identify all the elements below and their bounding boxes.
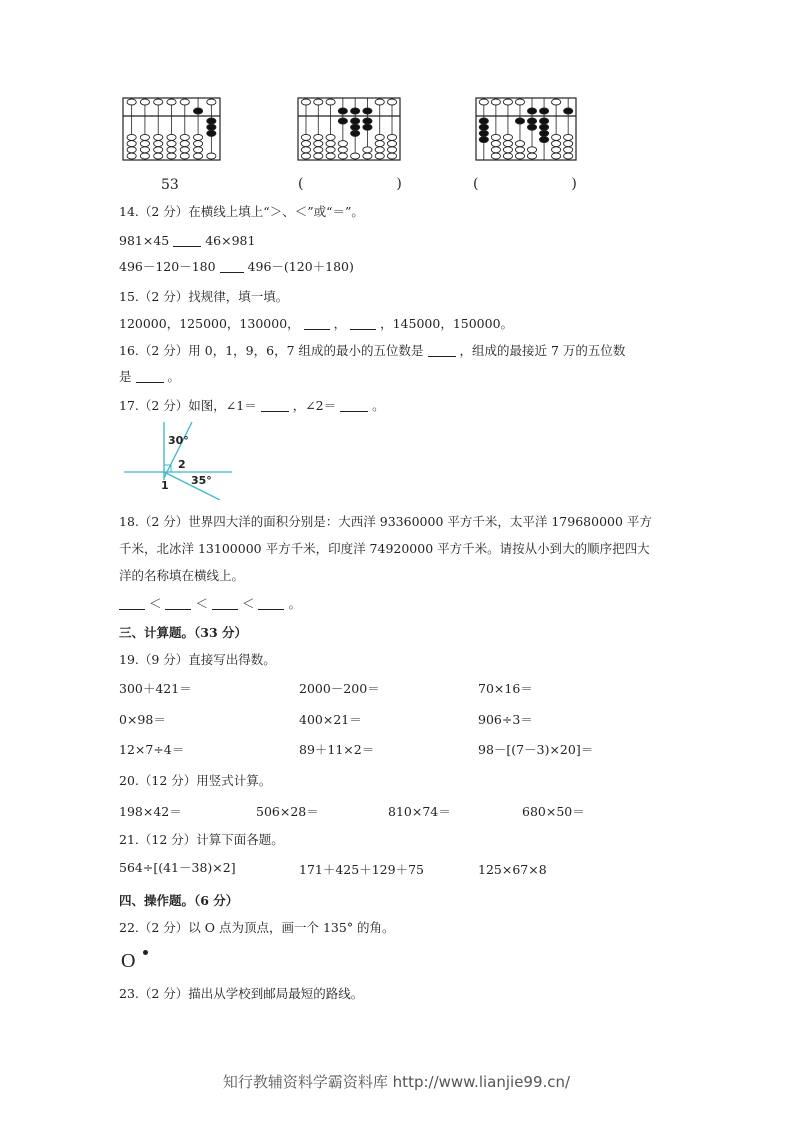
abacus-bead: [491, 141, 500, 147]
paren-open: (: [298, 176, 304, 192]
abacus-bead: [539, 137, 548, 143]
abacus-bead: [491, 99, 500, 105]
q15-blank-2[interactable]: [350, 317, 376, 330]
abacus-bead: [193, 153, 202, 159]
q19-item: 2000－200＝: [299, 681, 380, 696]
abacus-bead: [552, 153, 561, 159]
abacus-bead: [375, 141, 384, 147]
abacus-bead: [564, 141, 573, 147]
abacus-bead: [552, 147, 561, 153]
abacus-bead: [207, 99, 216, 105]
abacus-bead: [387, 99, 396, 105]
abacus-bead: [351, 130, 360, 136]
abacus-bead: [127, 153, 136, 159]
abacus-bead: [180, 134, 189, 140]
abacus-bead: [301, 134, 310, 140]
q17-blank-1[interactable]: [261, 399, 289, 412]
abacus-bead: [564, 134, 573, 140]
q18-blank-2[interactable]: [165, 597, 191, 610]
abacus-bead: [301, 99, 310, 105]
abacus-bead: [167, 147, 176, 153]
abacus-bead: [552, 134, 561, 140]
abacus-bead: [127, 141, 136, 147]
abacus-bead: [127, 99, 136, 105]
abacus-bead: [527, 108, 536, 114]
abacus-bead: [338, 153, 347, 159]
q19-item: 906÷3＝: [478, 712, 533, 727]
abacus-bead: [564, 147, 573, 153]
label-30: 30°: [168, 434, 189, 447]
abacus-bead: [338, 118, 347, 124]
abacus-bead: [375, 134, 384, 140]
abacus-2: [298, 98, 400, 160]
abacus-bead: [207, 124, 216, 130]
abacus-bead: [363, 153, 372, 159]
abacus-bead: [207, 153, 216, 159]
abacus-bead: [326, 141, 335, 147]
abacus-bead: [154, 134, 163, 140]
abacus-bead: [491, 147, 500, 153]
q20-title: 20.（12 分）用竖式计算。: [119, 773, 272, 788]
abacus-bead: [527, 147, 536, 153]
q20-item: 680×50＝: [522, 804, 585, 819]
abacus-bead: [479, 124, 488, 130]
q16-line2: [119, 369, 180, 385]
q14-a-right: 46×981: [205, 233, 256, 248]
abacus-bead: [140, 147, 149, 153]
abacus-bead: [351, 124, 360, 130]
q17-title: [119, 398, 385, 414]
abacus-bead: [314, 147, 323, 153]
abacus-bead: [363, 108, 372, 114]
abacus-bead: [193, 108, 202, 114]
abacus-bead: [351, 153, 360, 159]
abacus-figures: [118, 94, 588, 170]
q15-seq: [119, 316, 513, 332]
label-2: 2: [178, 458, 186, 471]
q17-text-1: 17.（2 分）如图，∠1＝: [119, 398, 257, 413]
abacus-bead: [351, 118, 360, 124]
q14-b: [119, 259, 354, 275]
q20-item: 810×74＝: [388, 804, 451, 819]
abacus-bead: [193, 147, 202, 153]
abacus-bead: [503, 141, 512, 147]
abacus-bead: [503, 153, 512, 159]
abacus-bead: [479, 130, 488, 136]
abacus-2-answer[interactable]: [298, 176, 402, 192]
q21-item: 171＋425＋129＋75: [299, 862, 424, 877]
abacus-bead: [503, 147, 512, 153]
q16-text-4: 。: [167, 369, 180, 384]
q18-blank-4[interactable]: [258, 597, 284, 610]
abacus-bead: [552, 141, 561, 147]
abacus-bead: [326, 134, 335, 140]
vertex-o-dot[interactable]: [143, 950, 148, 955]
abacus-bead: [375, 147, 384, 153]
q16-blank-1[interactable]: [428, 344, 456, 357]
q17-text-3: 。: [372, 398, 385, 413]
abacus-bead: [154, 147, 163, 153]
abacus-bead: [207, 118, 216, 124]
abacus-bead: [154, 141, 163, 147]
abacus-bead: [207, 130, 216, 136]
q20-item: 198×42＝: [119, 804, 182, 819]
lt-sign: ＜: [148, 596, 162, 611]
abacus-bead: [301, 147, 310, 153]
q16-text-2: ，组成的最接近 7 万的五位数: [459, 343, 626, 358]
q18-answer: [119, 596, 301, 612]
abacus-bead: [167, 99, 176, 105]
abacus-bead: [387, 147, 396, 153]
q16-text-3: 是: [119, 369, 132, 384]
q17-text-2: ，∠2＝: [292, 398, 337, 413]
abacus-bead: [363, 124, 372, 130]
abacus-bead: [338, 108, 347, 114]
abacus-bead: [387, 141, 396, 147]
abacus-bead: [363, 118, 372, 124]
q18-blank-3[interactable]: [212, 597, 238, 610]
abacus-bead: [527, 124, 536, 130]
abacus-bead: [180, 153, 189, 159]
q14-b-right: 496－(120＋180): [247, 259, 354, 274]
abacus-bead: [167, 153, 176, 159]
q14-b-blank[interactable]: [220, 260, 244, 273]
q21-item: 564÷[(41－38)×2]: [119, 860, 236, 875]
abacus-bead: [479, 99, 488, 105]
abacus-bead: [314, 153, 323, 159]
q18-line3: 洋的名称填在横线上。: [119, 568, 245, 583]
q19-item: 70×16＝: [478, 681, 533, 696]
q23-title: 23.（2 分）描出从学校到邮局最短的路线。: [119, 986, 364, 1001]
abacus-bead: [338, 141, 347, 147]
abacus-bead: [326, 153, 335, 159]
q19-item: 12×7÷4＝: [119, 742, 185, 757]
abacus-bead: [326, 99, 335, 105]
abacus-bead: [491, 134, 500, 140]
abacus-bead: [301, 153, 310, 159]
abacus-3-answer[interactable]: [473, 176, 577, 192]
abacus-bead: [491, 153, 500, 159]
abacus-bead: [140, 153, 149, 159]
abacus-bead: [154, 153, 163, 159]
footer-watermark: 知行教辅资料学霸资料库 http://www.lianjie99.cn/: [222, 1073, 571, 1091]
abacus-bead: [180, 141, 189, 147]
abacus-bead: [564, 108, 573, 114]
abacus-bead: [351, 108, 360, 114]
abacus-3: [476, 98, 576, 160]
abacus-bead: [314, 134, 323, 140]
abacus-bead: [180, 99, 189, 105]
abacus-bead: [301, 141, 310, 147]
abacus-bead: [127, 147, 136, 153]
q18-line2: 千米，北冰洋 13100000 平方千米，印度洋 74920000 平方千米。请按从小到大的顺序把四大: [119, 541, 650, 556]
abacus-bead: [539, 118, 548, 124]
q19-item: 400×21＝: [299, 712, 362, 727]
q14-a-blank[interactable]: [173, 234, 201, 247]
q21-item: 125×67×8: [478, 862, 547, 877]
q21-title: 21.（12 分）计算下面各题。: [119, 832, 284, 847]
q15-sep: ，: [333, 316, 347, 331]
lt-sign: ＜: [241, 596, 255, 611]
abacus-bead: [314, 141, 323, 147]
abacus-bead: [167, 141, 176, 147]
abacus-bead: [539, 108, 548, 114]
abacus-bead: [140, 141, 149, 147]
abacus-bead: [515, 118, 524, 124]
abacus-bead: [154, 99, 163, 105]
abacus-bead: [375, 153, 384, 159]
abacus-bead: [338, 147, 347, 153]
lt-sign: ＜: [195, 596, 208, 611]
abacus-1-label: 53: [161, 177, 179, 193]
q19-title: 19.（9 分）直接写出得数。: [119, 652, 276, 667]
q16-line1: [119, 343, 625, 359]
abacus-bead: [140, 134, 149, 140]
q18-end: 。: [288, 596, 301, 611]
abacus-bead: [515, 141, 524, 147]
abacus-bead: [527, 118, 536, 124]
section-4-heading: 四、操作题。（6 分）: [119, 893, 239, 908]
q15-seq-end: ，145000，150000。: [380, 316, 514, 331]
label-35: 35°: [191, 474, 212, 487]
abacus-bead: [552, 99, 561, 105]
abacus-bead: [167, 134, 176, 140]
abacus-bead: [515, 153, 524, 159]
abacus-bead: [387, 153, 396, 159]
q14-b-left: 496－120－180: [119, 259, 216, 274]
q17-blank-2[interactable]: [340, 399, 368, 412]
angle-figure: [120, 420, 240, 500]
abacus-bead: [564, 153, 573, 159]
abacus-bead: [180, 147, 189, 153]
q22-title: 22.（2 分）以 O 点为顶点，画一个 135° 的角。: [119, 920, 395, 935]
vertex-o-label: O: [121, 950, 136, 972]
paren-close: ): [396, 176, 402, 192]
q14-title: 14.（2 分）在横线上填上“＞、＜”或“＝”。: [119, 204, 364, 219]
abacus-bead: [527, 153, 536, 159]
q18-line1: 18.（2 分）世界四大洋的面积分别是：大西洋 93360000 平方千米，太平洋 179680000 平方: [119, 514, 652, 529]
q15-seq-start: 120000，125000，130000，: [119, 316, 300, 331]
abacus-bead: [503, 99, 512, 105]
abacus-bead: [314, 99, 323, 105]
q19-item: 300＋421＝: [119, 681, 192, 696]
abacus-bead: [326, 147, 335, 153]
paren-open: (: [473, 176, 479, 192]
abacus-bead: [479, 137, 488, 143]
q19-item: 0×98＝: [119, 712, 166, 727]
abacus-bead: [193, 141, 202, 147]
q14-a-left: 981×45: [119, 233, 170, 248]
abacus-bead: [387, 134, 396, 140]
abacus-bead: [140, 99, 149, 105]
abacus-bead: [479, 118, 488, 124]
abacus-bead: [515, 147, 524, 153]
q15-blank-1[interactable]: [304, 317, 330, 330]
abacus-bead: [127, 134, 136, 140]
q15-title: 15.（2 分）找规律，填一填。: [119, 289, 289, 304]
q18-blank-1[interactable]: [119, 597, 145, 610]
q16-text-1: 16.（2 分）用 0，1，9，6，7 组成的最小的五位数是: [119, 343, 424, 358]
abacus-bead: [363, 147, 372, 153]
q14-a: [119, 233, 255, 249]
abacus-bead: [515, 99, 524, 105]
abacus-bead: [539, 124, 548, 130]
section-3-heading: 三、计算题。（33 分）: [119, 625, 247, 640]
label-1: 1: [161, 479, 169, 492]
paren-close: ): [571, 176, 577, 192]
abacus-bead: [375, 99, 384, 105]
abacus-bead: [503, 134, 512, 140]
q20-item: 506×28＝: [256, 804, 319, 819]
abacus-1: [123, 98, 220, 160]
q19-item: 98－[(7－3)×20]＝: [478, 742, 594, 757]
abacus-bead: [193, 134, 202, 140]
q16-blank-2[interactable]: [136, 370, 164, 383]
q19-item: 89＋11×2＝: [299, 742, 375, 757]
abacus-bead: [539, 130, 548, 136]
